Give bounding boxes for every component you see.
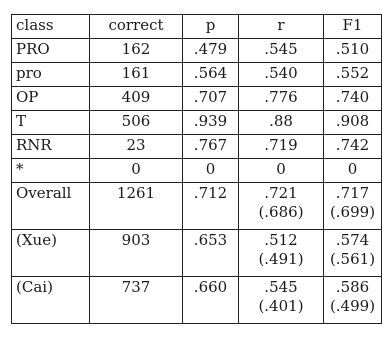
header-p: p (183, 15, 239, 39)
cell-class: OP (12, 87, 90, 111)
f1-value: .574 (335, 231, 370, 249)
cell-correct: 161 (90, 63, 183, 87)
cell-r: .545 (239, 39, 324, 63)
r-secondary-value: (.686) (258, 203, 304, 221)
r-value: .545 (264, 278, 298, 296)
cell-p: .767 (183, 135, 239, 159)
cell-r: .540 (239, 63, 324, 87)
cell-class: T (12, 111, 90, 135)
cell-class: Overall (12, 183, 90, 230)
r-secondary-value: (.491) (258, 250, 304, 268)
table-row (12, 183, 382, 230)
r-value: .512 (264, 231, 298, 249)
cell-class: RNR (12, 135, 90, 159)
cell-correct: 23 (90, 135, 183, 159)
table-row (12, 159, 382, 183)
cell-f1 (324, 183, 382, 230)
cell-r: .88 (239, 111, 324, 135)
cell-f1: 0 (324, 159, 382, 183)
cell-p: .653 (183, 230, 239, 277)
cell-p: .712 (183, 183, 239, 230)
cell-correct: 162 (90, 39, 183, 63)
header-class: class (12, 15, 90, 39)
cell-p: 0 (183, 159, 239, 183)
cell-correct: 0 (90, 159, 183, 183)
f1-value: .717 (335, 184, 370, 202)
results-table (11, 14, 382, 324)
f1-secondary-value: (.699) (329, 203, 376, 221)
cell-r: .776 (239, 87, 324, 111)
cell-correct: 1261 (90, 183, 183, 230)
cell-p: .479 (183, 39, 239, 63)
cell-r (239, 183, 324, 230)
table-row (12, 111, 382, 135)
r-value: .721 (264, 184, 298, 202)
header-row (12, 15, 382, 39)
cell-f1 (324, 277, 382, 324)
f1-secondary-value: (.561) (329, 250, 376, 268)
f1-secondary-value: (.499) (329, 297, 376, 315)
cell-f1: .552 (324, 63, 382, 87)
header-r: r (239, 15, 324, 39)
table-row (12, 230, 382, 277)
cell-p: .564 (183, 63, 239, 87)
cell-r: .719 (239, 135, 324, 159)
cell-p: .939 (183, 111, 239, 135)
cell-class: PRO (12, 39, 90, 63)
r-secondary-value: (.401) (258, 297, 304, 315)
table-row (12, 277, 382, 324)
cell-f1: .740 (324, 87, 382, 111)
cell-class: (Xue) (12, 230, 90, 277)
cell-class: pro (12, 63, 90, 87)
cell-f1: .510 (324, 39, 382, 63)
table-row (12, 39, 382, 63)
cell-correct: 903 (90, 230, 183, 277)
cell-f1: .908 (324, 111, 382, 135)
cell-correct: 737 (90, 277, 183, 324)
cell-p: .660 (183, 277, 239, 324)
cell-f1 (324, 230, 382, 277)
cell-p: .707 (183, 87, 239, 111)
cell-r (239, 230, 324, 277)
f1-value: .586 (335, 278, 370, 296)
header-f1: F1 (324, 15, 382, 39)
cell-class: * (12, 159, 90, 183)
table-row (12, 135, 382, 159)
cell-r: 0 (239, 159, 324, 183)
cell-r (239, 277, 324, 324)
cell-f1: .742 (324, 135, 382, 159)
table-row (12, 87, 382, 111)
header-correct: correct (90, 15, 183, 39)
cell-correct: 506 (90, 111, 183, 135)
cell-correct: 409 (90, 87, 183, 111)
table-row (12, 63, 382, 87)
cell-class: (Cai) (12, 277, 90, 324)
